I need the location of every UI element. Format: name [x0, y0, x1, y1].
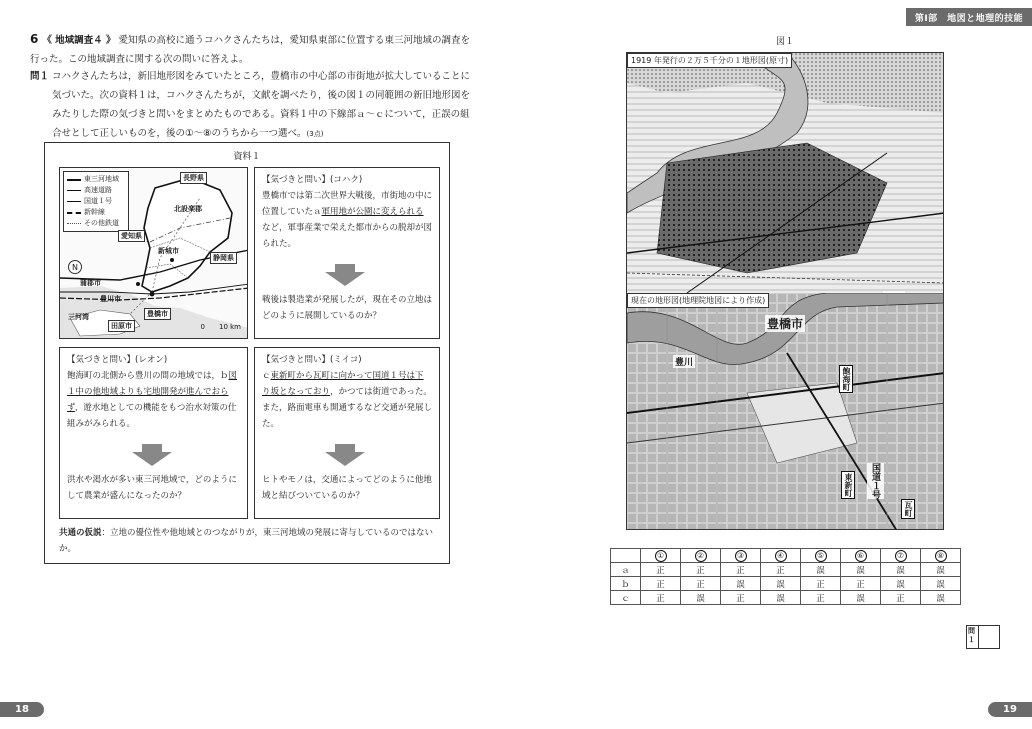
table-row	[611, 563, 961, 577]
legend-railway-icon	[67, 223, 81, 224]
table-cell: 誤	[881, 577, 921, 591]
legend-highway-icon	[67, 190, 81, 191]
label-shizuoka: 静岡県	[210, 252, 237, 264]
legend-item: 東三河地域	[84, 175, 119, 183]
table-cell: 誤	[921, 591, 961, 605]
reon-text-pre: 飽海町の北側から豊川の間の地域では，	[67, 371, 221, 381]
card-kohaku	[254, 167, 440, 339]
miiko-text-post: ，かつては街道であった。また，路面電車も開通するなど交通が発展した。	[262, 387, 433, 429]
card-miiko-text	[262, 368, 432, 432]
q1-text: コハクさんたちは，新旧地形図をみていたところ，豊橋市の中心部の市街地が拡大していることに気づいた。次の資料１は，コハクさんたちが，文献を調べたり，後の図１の同範囲の新旧地形図をみたりした際の気づきと問いをまとめたものである。資料１中の下線部ａ～ｃについて，正誤の組合せとして正しいものを，後の①～⑧のうちから一つ選べ。	[52, 71, 471, 139]
card-kohaku-question: 戦後は製造業が発展したが，現在その立地はどのように展開しているのか？	[262, 295, 433, 321]
common-hypothesis-text: ：立地の優位性や他地域とのつながりが，東三河地域の発展に寄与しているのではないか。	[59, 528, 434, 554]
figure-title: 図１	[775, 37, 794, 47]
table-cell: 正	[681, 563, 721, 577]
tag-akumi-town: 飽海町	[839, 365, 853, 393]
chapter-tab: 第Ⅰ部 地図と地理的技能	[906, 8, 1032, 26]
table-cell: 正	[641, 591, 681, 605]
table-cell: 正	[641, 563, 681, 577]
region-map	[59, 167, 248, 339]
card-miiko-question: ヒトやモノは，交通によってどのように他地域と結びついているのか？	[262, 475, 432, 501]
table-cell: 正	[881, 591, 921, 605]
card-reon-heading: 【気づきと問い】(レオン)	[67, 355, 168, 365]
label-nagano: 長野県	[180, 172, 207, 184]
table-cell: 誤	[841, 563, 881, 577]
legend-route-icon	[67, 201, 81, 202]
new-map-label-toyokawa: 豊川	[673, 355, 695, 368]
old-topographic-map	[627, 53, 944, 293]
answer-box-label: 問１	[967, 626, 979, 648]
table-cell: 正	[801, 577, 841, 591]
card-reon	[59, 347, 248, 519]
table-cell: 誤	[681, 591, 721, 605]
marker-b: ｂ	[220, 371, 229, 381]
common-hypothesis-label: 共通の仮説	[59, 528, 102, 538]
label-kitashitara: 北設楽郡	[174, 205, 202, 213]
label-mikawa-bay: 三河湾	[68, 313, 89, 321]
card-kohaku-heading: 【気づきと問い】(コハク)	[262, 175, 363, 185]
new-map-label-city: 豊橋市	[767, 317, 804, 331]
question-intro-text: 愛知県の高校に通うコハクさんたちは，愛知県東部に位置する東三河地域の調査を行った。この地域調査に関する次の問いに答えよ。	[30, 35, 471, 65]
choice-8-header[interactable]: ⑧	[921, 549, 961, 563]
question-intro	[30, 30, 475, 69]
legend-boundary-icon	[67, 179, 81, 181]
page-number-left: 18	[0, 702, 44, 717]
table-cell: 正	[801, 591, 841, 605]
row-label-b: ｂ	[611, 577, 641, 591]
page-number-right: 19	[988, 702, 1032, 717]
question-1	[30, 67, 478, 144]
card-reon-question: 洪水や渇水が多い東三河地域で，どのようにして農業が盛んになったのか？	[67, 475, 237, 501]
label-toyokawa: 豊川市	[100, 295, 121, 303]
legend-shinkansen-icon	[67, 212, 81, 214]
q1-points: (3点)	[306, 130, 324, 138]
label-tahara: 田原市	[108, 320, 135, 332]
table-cell: 誤	[721, 577, 761, 591]
material-1-frame	[44, 142, 450, 564]
table-corner	[611, 549, 641, 563]
underline-c: 東新町から瓦町に向かって国道１号は下り坂となっており	[262, 371, 424, 397]
material-1-title: 資料１	[233, 152, 261, 162]
card-miiko	[254, 347, 440, 519]
card-reon-text	[67, 368, 240, 432]
table-cell: 正	[641, 577, 681, 591]
card-kohaku-text	[262, 188, 432, 252]
map-legend	[63, 171, 129, 232]
topographic-map-figure	[626, 52, 944, 530]
table-cell: 正	[841, 577, 881, 591]
tag-kawara-town: 瓦町	[901, 499, 915, 519]
reon-text-post: ，遊水地としての機能をもつ治水対策の仕組みがみられる。	[67, 403, 237, 429]
label-gamagori: 蒲郡市	[80, 279, 101, 287]
table-cell: 誤	[841, 591, 881, 605]
row-label-c: ｃ	[611, 591, 641, 605]
answer-choice-table	[610, 548, 961, 605]
label-shinshiro: 新城市	[158, 247, 179, 255]
choice-3-header[interactable]: ③	[721, 549, 761, 563]
legend-item: 高速道路	[84, 186, 112, 194]
kohaku-text-post: など，軍事産業で栄えた都市からの脱却が図られた。	[262, 223, 433, 249]
underline-b: 図１中の他地域よりも宅地開発が進んでおらず	[67, 371, 238, 413]
table-row	[611, 591, 961, 605]
kohaku-text-pre: 豊橋市では第二次世界大戦後，市街地の中に位置していた	[262, 191, 433, 217]
table-cell: 誤	[761, 577, 801, 591]
card-miiko-heading: 【気づきと問い】(ミイコ)	[262, 355, 362, 365]
choice-4-header[interactable]: ④	[761, 549, 801, 563]
label-aichi: 愛知県	[118, 230, 145, 242]
arrow-down-icon	[325, 452, 365, 466]
question-number: 6	[30, 32, 39, 46]
question-title: 《 地域調査４ 》	[42, 35, 116, 46]
tag-higashishin-town: 東新町	[841, 471, 855, 499]
north-arrow-icon: N	[68, 260, 82, 274]
label-toyohashi: 豊橋市	[144, 308, 171, 320]
q1-label: 問１	[30, 71, 50, 82]
table-cell: 誤	[881, 563, 921, 577]
choice-1-header[interactable]: ①	[641, 549, 681, 563]
table-cell: 正	[681, 577, 721, 591]
route-1-label: 国道１号	[867, 463, 884, 499]
choice-7-header[interactable]: ⑦	[881, 549, 921, 563]
common-hypothesis	[59, 525, 441, 557]
marker-a: ａ	[313, 207, 322, 217]
choice-6-header[interactable]: ⑥	[841, 549, 881, 563]
underline-a: 軍用地が公園に変えられる	[321, 207, 424, 217]
map-scale: 0 10 km	[200, 323, 241, 331]
table-cell: 誤	[761, 591, 801, 605]
marker-c: ｃ	[262, 371, 271, 381]
legend-item: 国道１号	[84, 197, 112, 205]
table-cell: 正	[721, 563, 761, 577]
legend-item: 新幹線	[84, 208, 105, 216]
table-cell: 誤	[801, 563, 841, 577]
table-row	[611, 577, 961, 591]
arrow-down-icon	[132, 452, 172, 466]
legend-item: その他鉄道	[84, 219, 119, 227]
answer-box-field[interactable]	[979, 626, 999, 648]
choice-2-header[interactable]: ②	[681, 549, 721, 563]
table-cell: 誤	[921, 577, 961, 591]
new-map-caption: 現在の地形図(地理院地図により作成)	[627, 293, 769, 308]
table-cell: 誤	[921, 563, 961, 577]
row-label-a: ａ	[611, 563, 641, 577]
choice-5-header[interactable]: ⑤	[801, 549, 841, 563]
table-cell: 正	[721, 591, 761, 605]
old-map-caption: 1919 年発行の２万５千分の１地形図(原寸)	[627, 53, 792, 68]
arrow-down-icon	[325, 272, 365, 286]
answer-box-q1[interactable]	[966, 625, 1000, 649]
right-page	[516, 0, 1032, 729]
table-cell: 正	[761, 563, 801, 577]
